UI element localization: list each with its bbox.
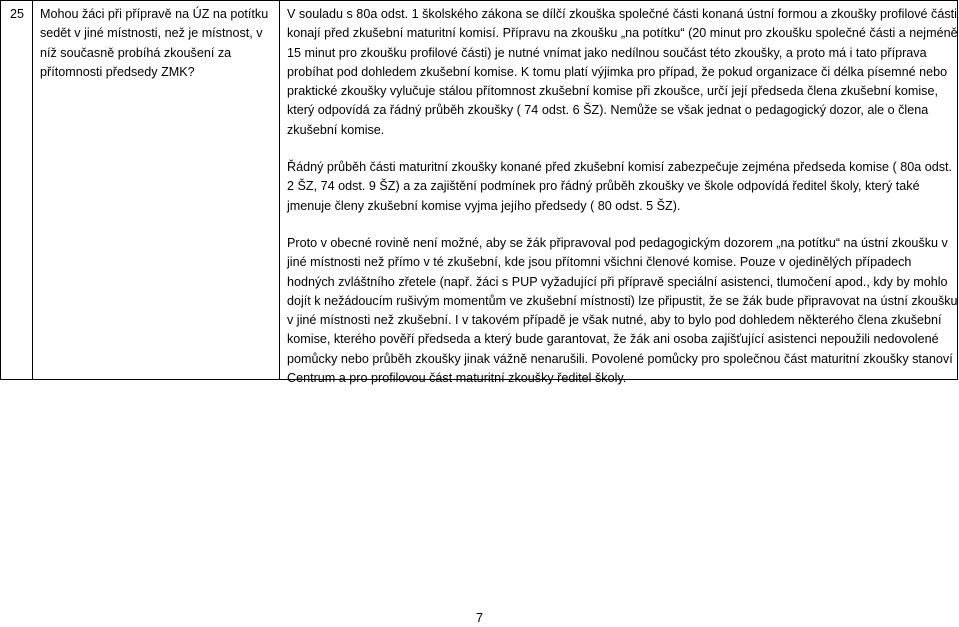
- question-text: Mohou žáci při přípravě na ÚZ na potítku sedět v jiné místnosti, než je místnost, v níž současně probíhá zkoušení za přítomnosti předsedy ZMK?: [40, 7, 269, 79]
- column-divider: [279, 1, 280, 379]
- answer-cell: [287, 5, 959, 388]
- page-number: 7: [475, 610, 484, 625]
- column-divider: [32, 1, 33, 379]
- answer-paragraph: Proto v obecné rovině není možné, aby se žák připravoval pod pedagogickým dozorem „na potítku“ na ústní zkoušku v jiné místnosti než přímo v té zkušební, kde jsou přítomni všichni členové komise. Pouze v ojedinělých případech hodných zvláštního zřetele (např. žáci s PUP vyžadující při přípravě speciální asistenci, tlumočení apod., kdy by mohlo dojít k nežádoucím rušivým momentům ve zkušební místnosti) lze připustit, že se žák bude připravovat na ústní zkoušku v jiné místnosti než zkušební. I v takovém případě je však nutné, aby to bylo pod dohledem některého člena zkušební komise, kterého pověří předseda a který bude garantovat, že žák ani osoba zajišťující asistenci nepoužili nedovolené pomůcky nebo průběh zkoušky jinak vážně nenarušili. Povolené pomůcky pro společnou část maturitní zkoušky stanoví Centrum a pro profilovou část maturitní zkoušky ředitel školy.: [287, 235, 958, 386]
- row-number: 25: [10, 7, 25, 21]
- answer-paragraph: Řádný průběh části maturitní zkoušky konané před zkušební komisí zabezpečuje zejména předseda komise ( 80a odst. 2 ŠZ, 74 odst. 9 ŠZ) a za zajištění podmínek pro řádný průběh zkoušky ve škole odpovídá ředitel školy, který také jmenuje členy zkušební komise vyjma jejího předsedy ( 80 odst. 5 ŠZ).: [287, 160, 953, 213]
- answer-paragraph: V souladu s 80a odst. 1 školského zákona se dílčí zkouška společné části konaná ústní formou a zkoušky profilové části konají před zkušební maturitní komisí. Přípravu na zkoušku „na potítku“ (20 minut pro zkoušku společné části a nejméně 15 minut pro zkoušku profilové části) je nutné vnímat jako nedílnou součást této zkoušky, a proto má i tato příprava probíhat pod dohledem zkušební komise. K tomu platí výjimka pro případ, že pokud organizace či délka písemné nebo praktické zkoušky vylučuje stálou přítomnost zkušební komise při zkoušce, určí její předseda člena zkušební komise, který odpovídá za řádný průběh zkoušky ( 74 odst. 6 ŠZ). Nemůže se však jednat o pedagogický dozor, ale o člena zkušební komise.: [287, 7, 958, 137]
